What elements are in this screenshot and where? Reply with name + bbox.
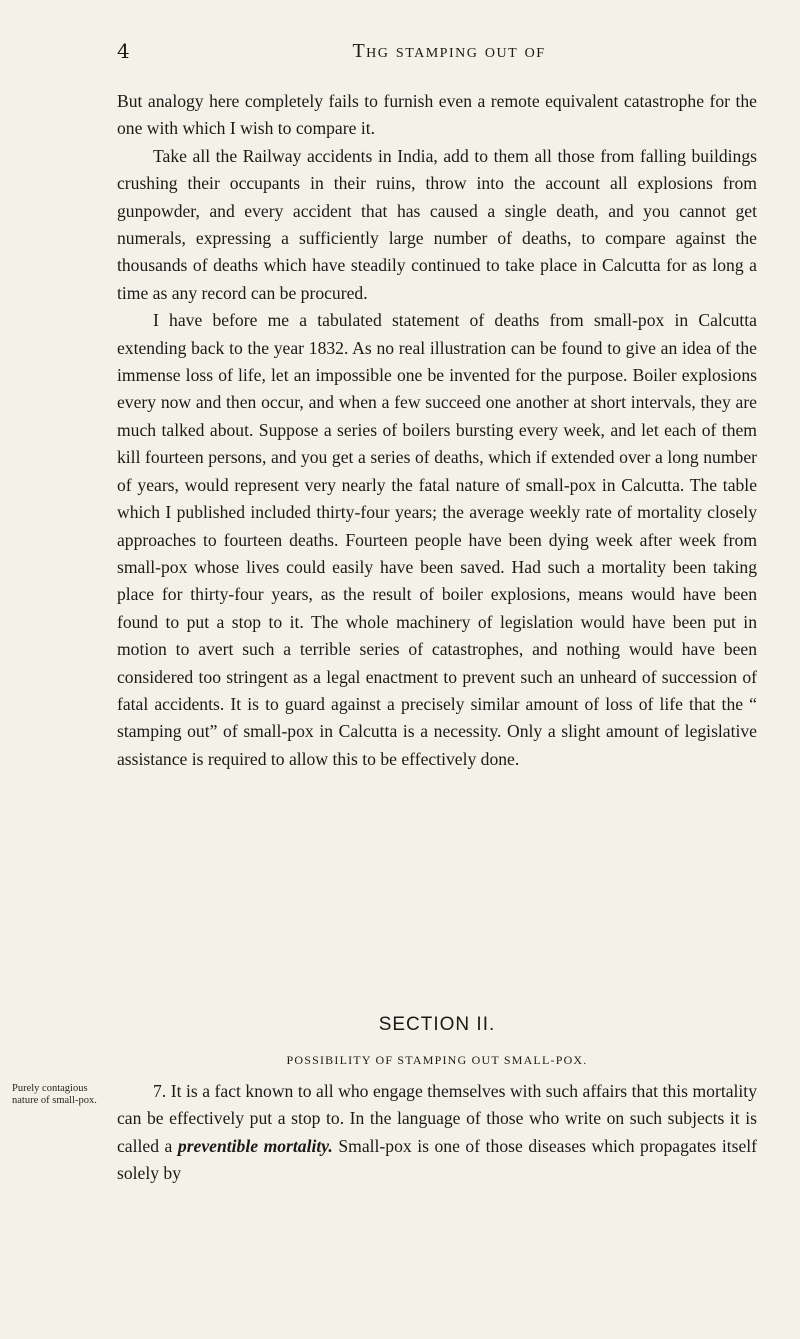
- section-subheading: POSSIBILITY OF STAMPING OUT SMALL-POX.: [286, 1053, 588, 1067]
- paragraph-preventible-mortality: [117, 1078, 757, 1188]
- section-text: [117, 1078, 757, 1188]
- emphasis-preventible-mortality: preventible mortality.: [177, 1135, 333, 1156]
- paragraph-tabulated-statement: I have before me a tabulated statement of deaths from small-pox in Calcutta extending back to the year 1832. As no real illustration can be found to give an idea of the immense loss of life, let an impossible one be invented for the purpose. Boiler explosions every now and then occur, and when a few succeed one another at short intervals, they are much talked about. Suppose a series of boilers bursting every week, and let each of them kill fourteen persons, and you get a series of deaths, which if extended over a long number of years, would represent very nearly the fatal nature of small-pox in Calcutta. The table which I published included thirty-four years; the average weekly rate of mortality closely approaches to fourteen deaths. Fourteen people have been dying week after week from small-pox whose lives could easily have been saved. Had such a mortality been taking place for thirty-four years, as the result of boiler explosions, means would have been found to put a stop to it. The whole machinery of legislation would have been put in motion to avert such a terrible series of catastrophes, and nothing would have been considered too stringent as a legal enactment to prevent such an unheard of succession of fatal accidents. It is to guard against a precisely similar amount of loss of life that the “ stamping out” of small-pox in Calcutta is a necessity. Only a slight amount of legislative assistance is required to allow this to be effectively done.: [117, 310, 757, 769]
- paragraph-analogy: But analogy here completely fails to furnish even a remote equivalent catastrophe for the one with which I wish to compare it.: [117, 91, 757, 139]
- paragraph-start: 7. It is a fact known to all who engage themselves with such affairs that this mortality can be effectively put a stop to. In the language of those who write on such subjects it is called a: [117, 1081, 757, 1156]
- page-number: 4: [117, 39, 130, 63]
- paragraph-end: Small-pox is one of those diseases which propagates itself solely by: [117, 1135, 757, 1184]
- margin-note: Purely contagious nature of small-pox.: [12, 1083, 97, 1106]
- body-text: [117, 88, 757, 773]
- section-heading: SECTION II.: [378, 1014, 496, 1035]
- running-head: [117, 36, 757, 66]
- running-title: Thg stamping out of: [352, 40, 546, 62]
- paragraph-railway-accidents: Take all the Railway accidents in India, add to them all those from falling buildings crushing their occupants in their ruins, throw into the account all explosions from gunpowder, and every accident that has caused a single death, and you cannot get numerals, expressing a sufficiently large number of deaths, to compare against the thousands of deaths which have steadily continued to take place in Calcutta for as long a time as any record can be procured.: [117, 145, 757, 303]
